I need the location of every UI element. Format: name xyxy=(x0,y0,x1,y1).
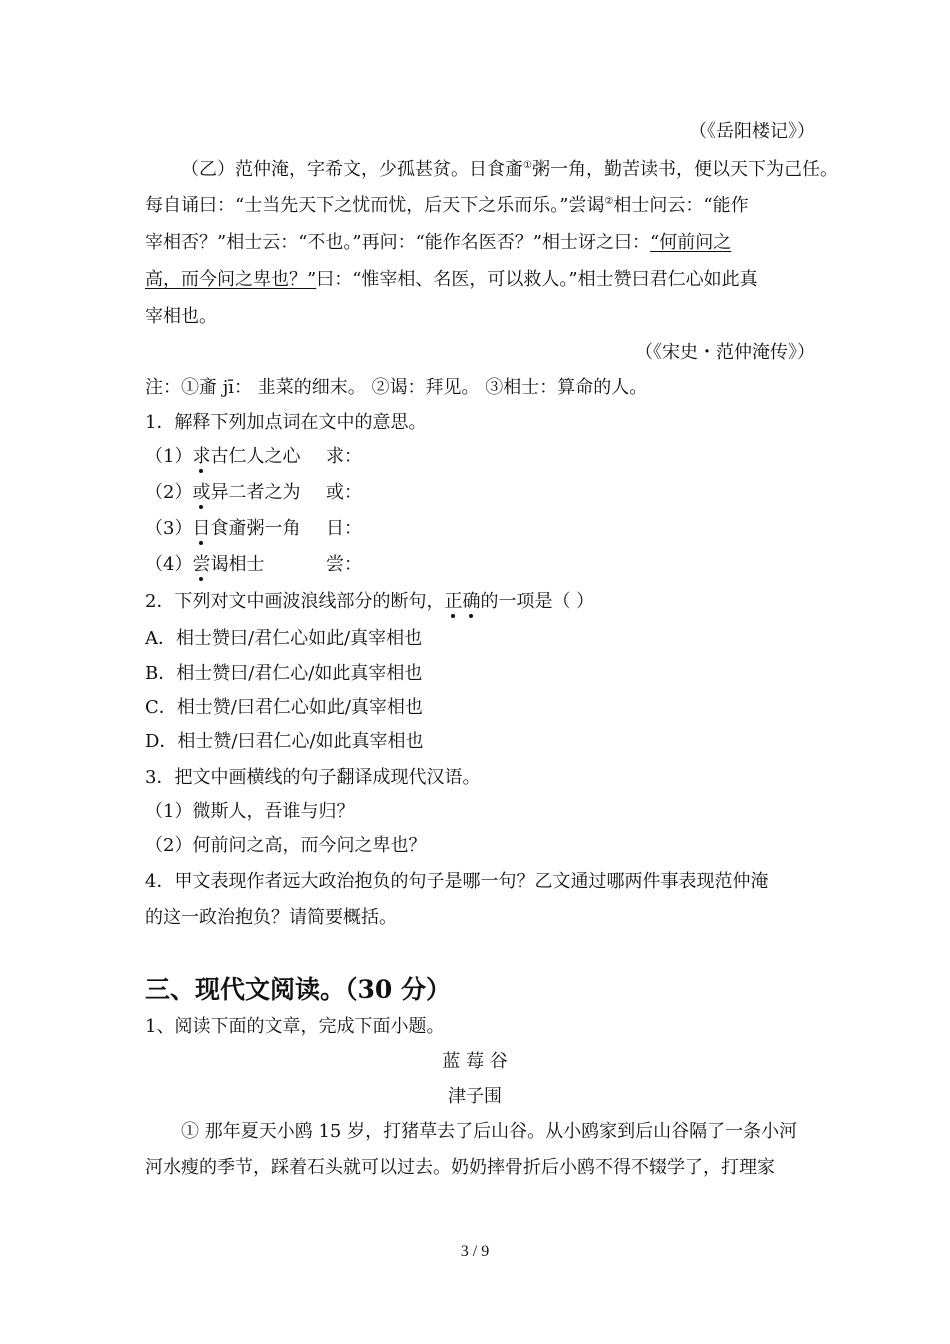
answer-label: 求： xyxy=(326,446,362,467)
question-3-title: 3．把文中画横线的句子翻译成现代汉语。 xyxy=(145,767,481,788)
question-4-line-1: 4．甲文表现作者远大政治抱负的句子是哪一句？乙文通过哪两件事表现范仲淹 xyxy=(145,871,769,892)
question-1-item xyxy=(145,445,815,469)
question-1-item xyxy=(145,481,815,505)
source-citation-yueyanglouji: （《岳阳楼记》） xyxy=(689,121,815,142)
question-1-item xyxy=(145,517,815,541)
question-2-title xyxy=(145,590,815,614)
dotted-word: 求 xyxy=(192,446,211,467)
answer-label: 尝： xyxy=(326,554,362,575)
footnote-marker: ① xyxy=(523,160,532,171)
option-a: A．相士赞曰/君仁心如此/真宰相也 xyxy=(145,628,423,649)
option-b: B．相士赞曰/君仁心/如此真宰相也 xyxy=(145,663,423,684)
answer-label: 或： xyxy=(326,482,362,503)
text-segment: 粥一角，勤苦读书，便以天下为己任。 xyxy=(531,159,838,180)
paragraph-1-line-2: 河水瘦的季节，踩着石头就可以过去。奶奶摔骨折后小鸥不得不辍学了，打理家 xyxy=(145,1157,775,1178)
text-segment: 的一项是（ ） xyxy=(480,591,595,612)
annotation-note: 注：①齑 jī： 韭菜的细末。 ②谒：拜见。 ③相士：算命的人。 xyxy=(145,377,648,398)
dotted-word: 或 xyxy=(192,482,211,503)
article-title: 蓝 莓 谷 xyxy=(442,1051,508,1072)
item-text: 食齑粥一角 xyxy=(210,518,301,539)
question-3-item: （2）何前问之高，而今问之卑也？ xyxy=(145,835,427,856)
item-number: （1） xyxy=(145,446,193,467)
passage-yi-line-5: 宰相也。 xyxy=(145,306,217,327)
section-heading: 三、现代文阅读。（30 分） xyxy=(145,975,451,1004)
question-3-item: （1）微斯人，吾谁与归？ xyxy=(145,801,355,822)
text-segment: 2．下列对文中画波浪线部分的断句， xyxy=(145,591,445,612)
text-segment: 相士问云：“能作 xyxy=(613,195,749,216)
text-segment: 每自诵曰：“士当先天下之忧而忧，后天下之乐而乐。”尝谒 xyxy=(145,195,605,216)
dotted-word: 尝 xyxy=(192,554,211,575)
text-segment: （乙）范仲淹，字希文，少孤甚贫。日食齑 xyxy=(181,159,523,180)
passage-yi-line-2 xyxy=(145,194,815,218)
item-text: 谒相士 xyxy=(210,554,265,575)
option-d: D．相士赞/曰君仁心/如此真宰相也 xyxy=(145,731,424,752)
passage-yi-line-4 xyxy=(145,268,815,292)
page-number: 3 / 9 xyxy=(460,1243,490,1260)
answer-label: 日： xyxy=(326,518,362,539)
article-author: 津子围 xyxy=(448,1086,502,1107)
item-number: （3） xyxy=(145,518,193,539)
passage-yi-line-1 xyxy=(145,158,838,182)
item-number: （4） xyxy=(145,554,193,575)
question-1-title: 1．解释下列加点词在文中的意思。 xyxy=(145,412,427,433)
item-number: （2） xyxy=(145,482,193,503)
footnote-marker: ② xyxy=(604,196,614,207)
wavy-sentence: 曰：“惟宰相、名医，可以救人。”相士赞曰君仁心如此真 xyxy=(316,269,758,290)
reading-instruction: 1、阅读下面的文章，完成下面小题。 xyxy=(145,1016,445,1037)
question-1-item xyxy=(145,553,815,577)
dotted-word: 日 xyxy=(192,518,211,539)
passage-yi-line-3 xyxy=(145,231,815,255)
option-c: C．相士赞/曰君仁心如此/真宰相也 xyxy=(145,697,423,718)
item-text: 古仁人之心 xyxy=(210,446,301,467)
source-citation-songshi: （《宋史・范仲淹传》） xyxy=(635,342,815,363)
question-4-line-2: 的这一政治抱负？请简要概括。 xyxy=(145,907,397,928)
underlined-sentence: 高，而今问之卑也？” xyxy=(145,269,317,290)
item-text: 异二者之为 xyxy=(210,482,301,503)
dotted-word: 正 xyxy=(444,591,463,612)
underlined-sentence: “何前问之 xyxy=(650,232,732,253)
paragraph-1-line-1: ① 那年夏天小鸥 15 岁，打猪草去了后山谷。从小鸥家到后山谷隔了一条小河 xyxy=(181,1121,798,1142)
text-segment: 宰相否？”相士云：“不也。”再问：“能作名医否？”相士讶之曰： xyxy=(145,232,651,253)
dotted-word: 确 xyxy=(462,591,481,612)
